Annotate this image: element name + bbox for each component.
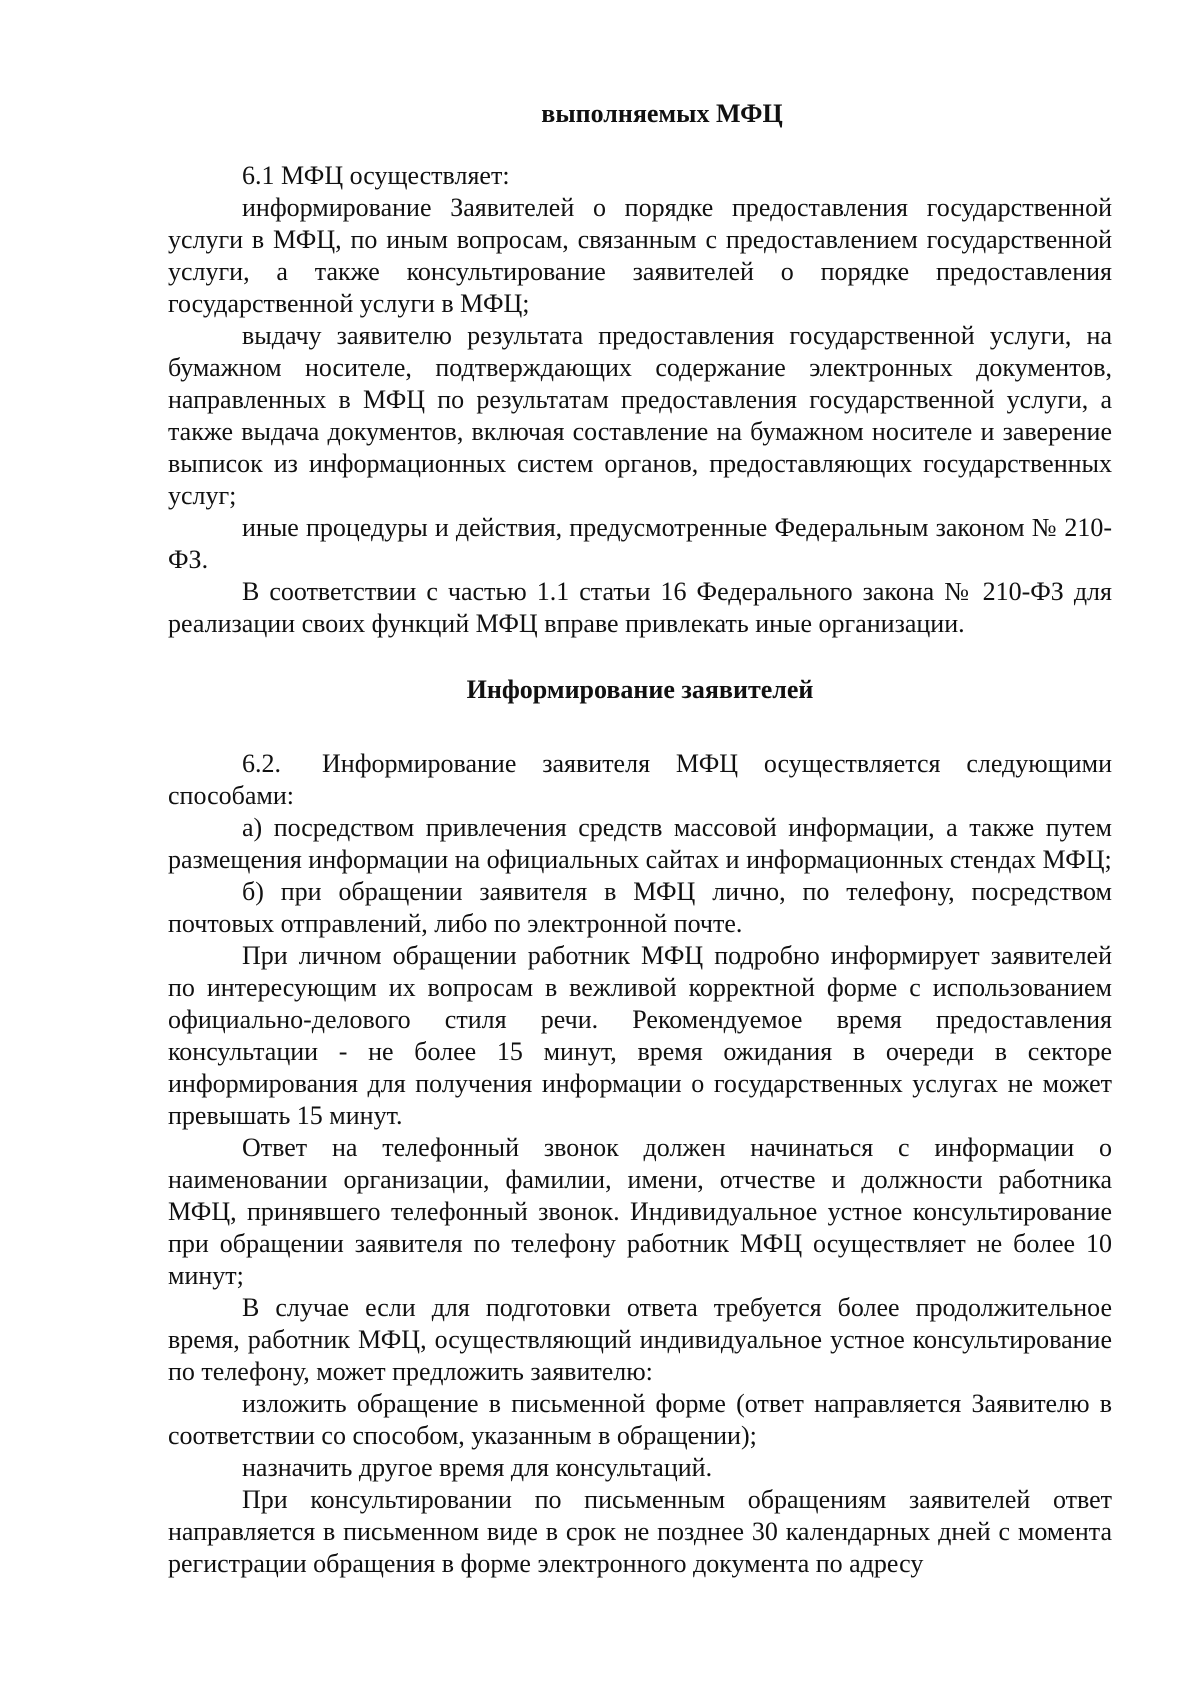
spacer <box>168 130 1112 160</box>
item-text: Информирование заявителя МФЦ осуществляется следующими способами: <box>168 749 1112 810</box>
paragraph-written-requests: При консультировании по письменным обращениям заявителей ответ направляется в письменном виде в срок не позднее 30 календарных дней с момента регистрации обращения в форме электронного документа по адресу <box>168 1485 1112 1578</box>
paragraph-issuance: выдачу заявителю результата предоставления государственной услуги, на бумажном носителе, подтверждающих содержание электронных документов, направленных в МФЦ по результатам предоставления государственной услуги, а также выдача документов, включая составление на бумажном носителе и заверение выписок из информационных систем органов, предоставляющих государственных услуг; <box>168 321 1112 510</box>
paragraph-personal-contact: б) при обращении заявителя в МФЦ лично, по телефону, посредством почтовых отправлений, либо по электронной почте. <box>168 877 1112 938</box>
paragraph-other-organizations: В соответствии с частью 1.1 статьи 16 Федерального закона № 210-ФЗ для реализации своих функций МФЦ вправе привлекать иные организации. <box>168 577 1112 638</box>
paragraph-personal-visit: При личном обращении работник МФЦ подробно информирует заявителей по интересующим их вопросам в вежливой корректной форме с использованием официально-делового стиля речи. Рекомендуемое время предоставления консультации - не более 15 минут, время ожидания в очереди в секторе информирования для получения информации о государственных услугах не может превышать 15 минут. <box>168 941 1112 1130</box>
item-number: 6.2. <box>242 749 281 778</box>
paragraph-mass-media: а) посредством привлечения средств массовой информации, а также путем размещения информации на официальных сайтах и информационных стендах МФЦ; <box>168 813 1112 874</box>
section-heading-top: выполняемых МФЦ <box>541 99 783 128</box>
paragraph-longer-time: В случае если для подготовки ответа требуется более продолжительное время, работник МФЦ, осуществляющий индивидуальное устное консультирование по телефону, может предложить заявителю: <box>168 1293 1112 1386</box>
paragraph-another-time: назначить другое время для консультаций. <box>242 1453 713 1482</box>
document-body <box>168 98 1112 1580</box>
paragraph-other-procedures: иные процедуры и действия, предусмотренные Федеральным законом № 210-ФЗ. <box>168 513 1112 574</box>
paragraph-6-1-intro: 6.1 МФЦ осуществляет: <box>242 161 510 190</box>
paragraph-written-form: изложить обращение в письменной форме (ответ направляется Заявителю в соответствии со способом, указанным в обращении); <box>168 1389 1112 1450</box>
spacer <box>168 706 1112 748</box>
paragraph-informing: информирование Заявителей о порядке предоставления государственной услуги в МФЦ, по иным вопросам, связанным с предоставлением государственной услуги, а также консультирование заявителей о порядке предоставления государственной услуги в МФЦ; <box>168 193 1112 318</box>
paragraph-6-2 <box>168 748 1112 812</box>
spacer <box>168 640 1112 674</box>
paragraph-phone-call: Ответ на телефонный звонок должен начинаться с информации о наименовании организации, фамилии, имени, отчестве и должности работника МФЦ, принявшего телефонный звонок. Индивидуальное устное консультирование при обращении заявителя по телефону работник МФЦ осуществляет не более 10 минут; <box>168 1133 1112 1290</box>
section-heading-informing: Информирование заявителей <box>466 675 814 704</box>
